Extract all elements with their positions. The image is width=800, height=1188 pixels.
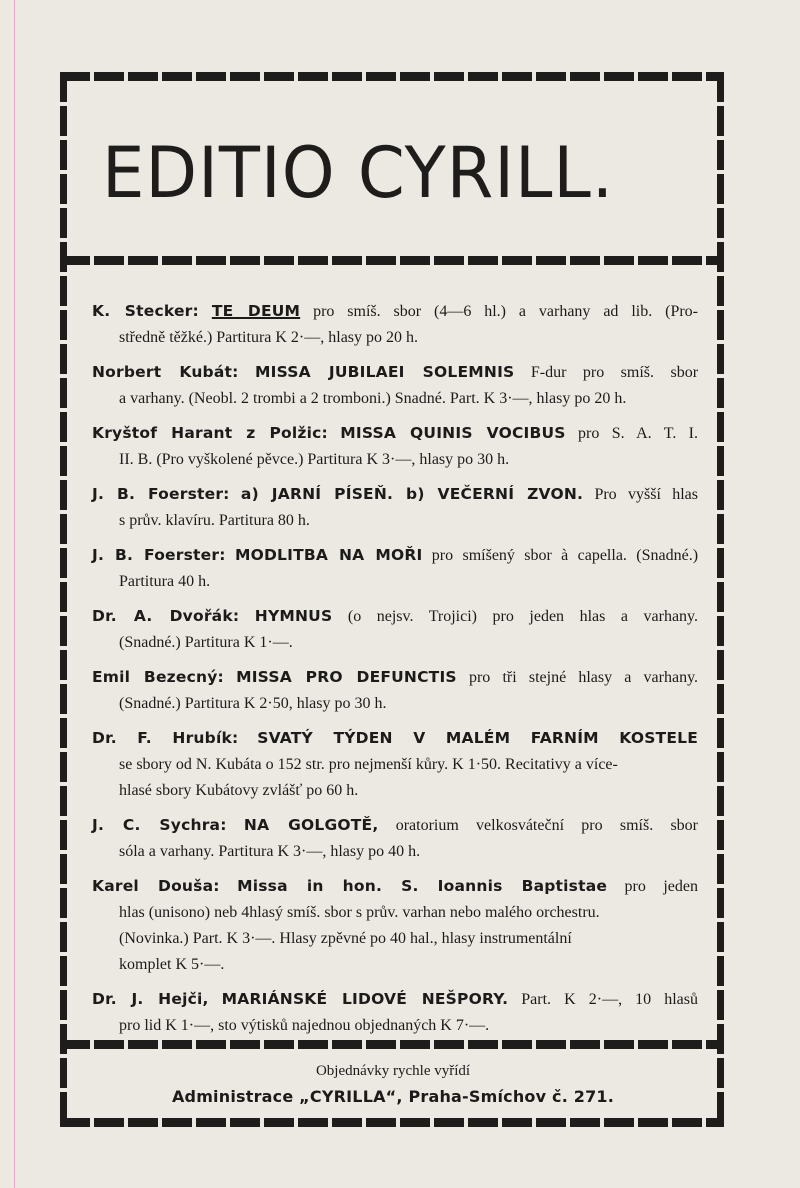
entry-text: pro tři stejné hlasy a varhany. <box>468 669 699 686</box>
entry-text: středně těžké.) Partitura K 2·—, hlasy po 20 h. <box>119 329 419 346</box>
work-title: MARIÁNSKÉ LIDOVÉ NEŠPORY. <box>221 990 509 1008</box>
work-title: MISSA JUBILAEI SOLEMNIS <box>254 363 515 381</box>
author: J. B. Foerster: <box>92 546 226 564</box>
work-title: HYMNUS <box>254 607 333 625</box>
work-title: MISSA QUINIS VOCIBUS <box>340 424 566 442</box>
author: Dr. F. Hrubík: <box>92 729 239 747</box>
entry-text: (o nejsv. Trojici) pro jeden hlas a varhany. <box>347 608 698 625</box>
author: Kryštof Harant z Polžic: <box>92 424 328 442</box>
catalog-entry <box>92 986 698 1039</box>
entry-text: (Novinka.) Part. K 3·—. Hlasy zpěvné po 40 hal., hlasy instrumentální <box>119 930 572 947</box>
author: Emil Bezecný: <box>92 668 224 686</box>
order-note: Objednávky rychle vyřídí <box>315 1063 471 1079</box>
catalog-entry <box>92 812 698 865</box>
entry-text: Partitura 40 h. <box>119 573 211 590</box>
author: K. Stecker: <box>92 302 199 320</box>
catalog-entry <box>92 359 698 412</box>
catalog-list <box>92 298 698 1047</box>
catalog-entry <box>92 298 698 351</box>
entry-text: komplet K 5·—. <box>119 956 225 973</box>
entry-text: Part. K 2·—, 10 hlasů <box>521 991 698 1008</box>
entry-text: pro smíšený sbor à capella. (Snadné.) <box>431 547 699 564</box>
author: Dr. J. Hejči, <box>92 990 209 1008</box>
entry-text: (Snadné.) Partitura K 1·—. <box>119 634 293 651</box>
author: J. B. Foerster: <box>92 485 230 503</box>
order-info <box>80 1058 706 1110</box>
catalog-entry <box>92 725 698 804</box>
publisher-address: Administrace „CYRILLA“, Praha-Smíchov č. 271. <box>171 1087 615 1106</box>
page-edge-line <box>14 0 15 1188</box>
entry-text: pro S. A. T. I. <box>578 425 699 442</box>
entry-text: II. B. (Pro vyškolené pěvce.) Partitura K 3·—, hlasy po 30 h. <box>119 451 510 468</box>
entry-text: se sbory od N. Kubáta o 152 str. pro nejmenší kůry. K 1·50. Recitativy a více- <box>119 756 618 773</box>
catalog-entry <box>92 542 698 595</box>
work-title: MISSA PRO DEFUNCTIS <box>236 668 457 686</box>
catalog-entry <box>92 481 698 534</box>
catalog-entry <box>92 420 698 473</box>
entry-text: pro jeden <box>624 878 698 895</box>
catalog-entry <box>92 603 698 656</box>
entry-text: F-dur pro smíš. sbor <box>530 364 699 381</box>
entry-text: hlas (unisono) neb 4hlasý smíš. sbor s prův. varhan nebo malého orchestru. <box>119 904 600 921</box>
catalog-entry <box>92 873 698 978</box>
work-title: SVATÝ TÝDEN V MALÉM FARNÍM KOSTELE <box>257 729 698 747</box>
author: Norbert Kubát: <box>92 363 239 381</box>
entry-text: Pro vyšší hlas <box>594 486 699 503</box>
entry-text: s prův. klavíru. Partitura 80 h. <box>119 512 310 529</box>
work-title: NA GOLGOTĚ, <box>243 816 379 834</box>
author: Dr. A. Dvořák: <box>92 607 240 625</box>
entry-text: pro smíš. sbor (4—6 hl.) a varhany ad lib. (Pro- <box>313 303 699 320</box>
work-title: TE DEUM <box>211 302 301 320</box>
page-title: EDITIO CYRILL. <box>102 132 615 214</box>
author: Karel Douša: <box>92 877 220 895</box>
entry-text: a varhany. (Neobl. 2 trombi a 2 tromboni.) Snadné. Part. K 3·—, hlasy po 20 h. <box>119 390 627 407</box>
entry-text: oratorium velkosváteční pro smíš. sbor <box>395 817 699 834</box>
catalog-entry <box>92 664 698 717</box>
author: J. C. Sychra: <box>92 816 227 834</box>
entry-text: hlasé sbory Kubátovy zvlášť po 60 h. <box>119 782 359 799</box>
entry-text: (Snadné.) Partitura K 2·50, hlasy po 30 h. <box>119 695 387 712</box>
entry-text: sóla a varhany. Partitura K 3·—, hlasy po 40 h. <box>119 843 421 860</box>
work-title: a) JARNÍ PÍSEŇ. b) VEČERNÍ ZVON. <box>240 485 584 503</box>
work-title: Missa in hon. S. Ioannis Baptistae <box>237 877 608 895</box>
entry-text: pro lid K 1·—, sto výtisků najednou objednaných K 7·—. <box>119 1017 490 1034</box>
work-title: MODLITBA NA MOŘI <box>234 546 423 564</box>
